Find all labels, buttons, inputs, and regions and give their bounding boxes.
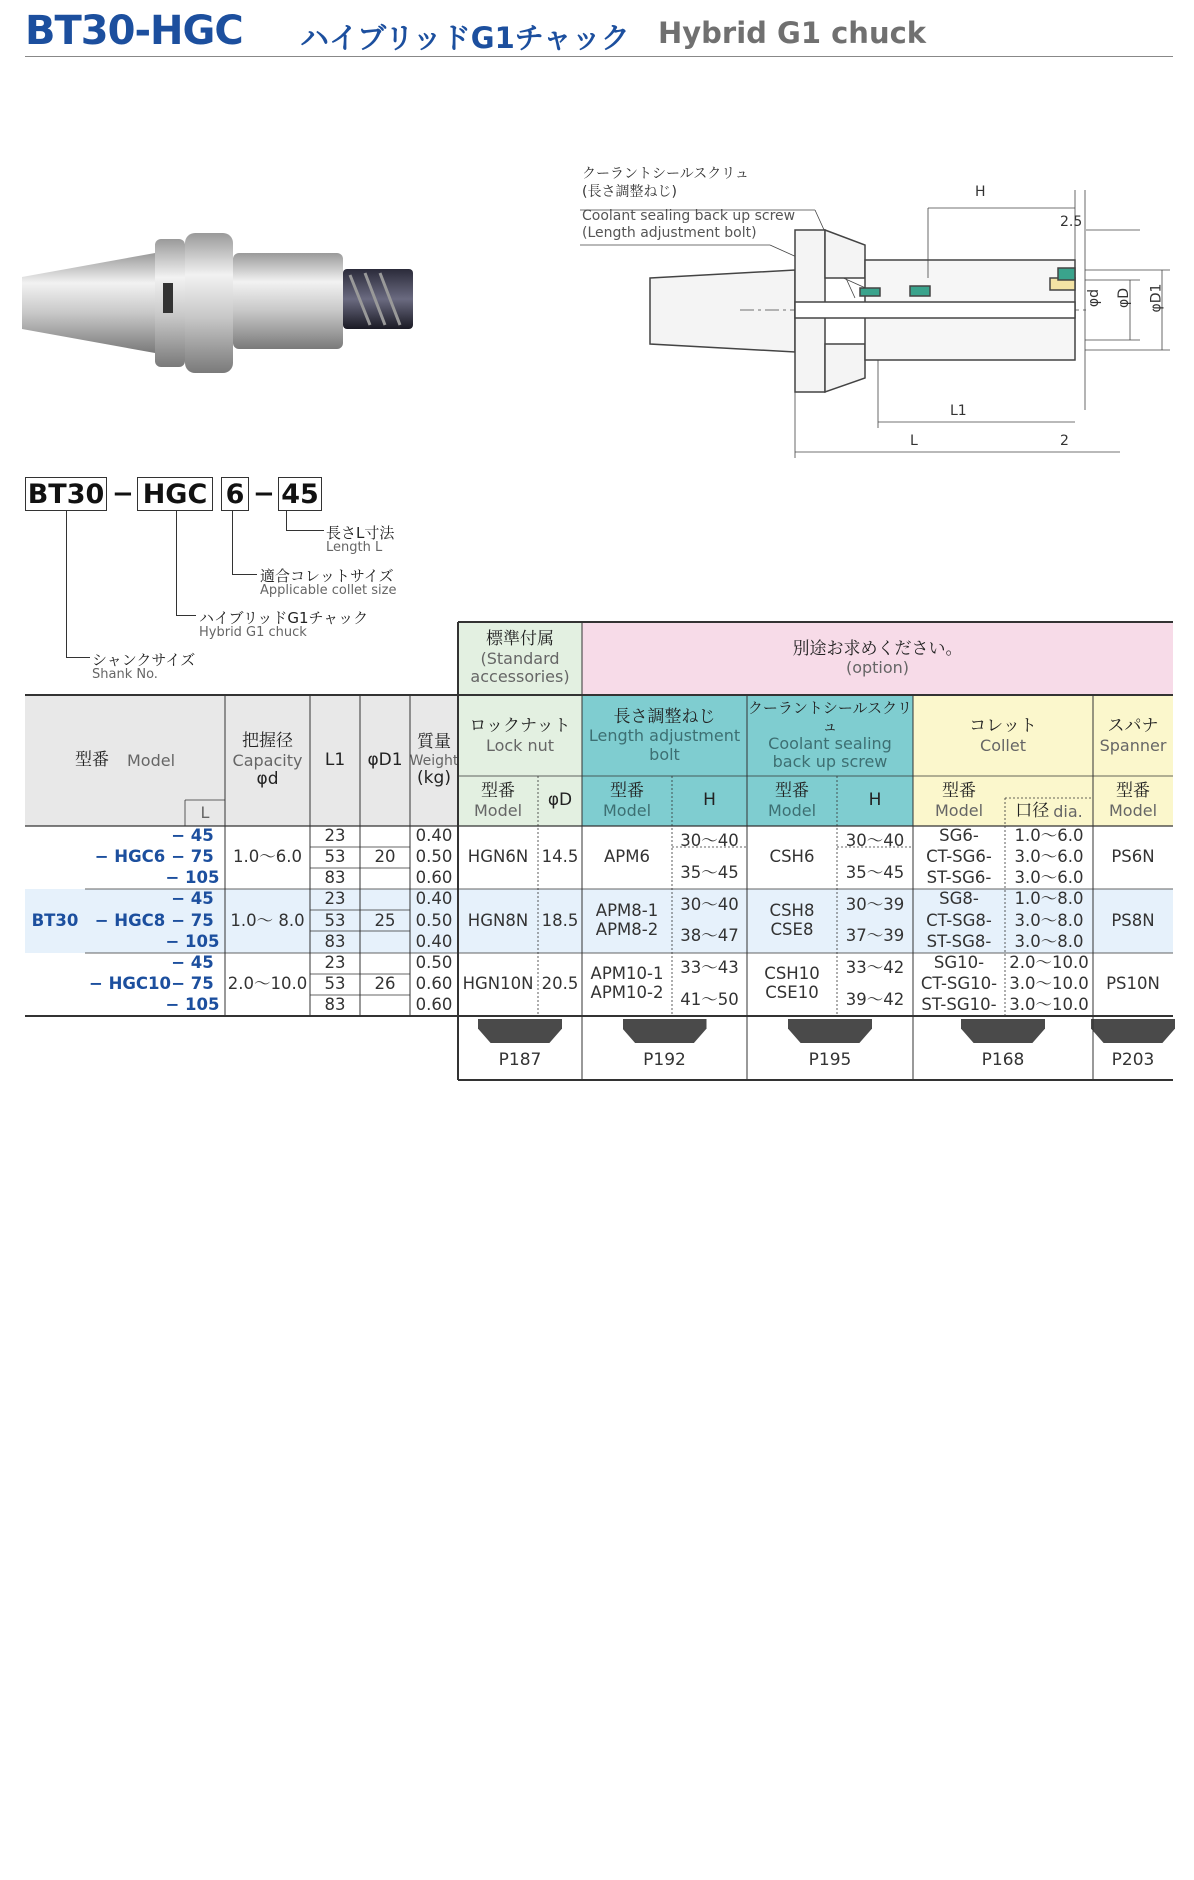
weight-cell: 0.40 [415, 931, 453, 951]
dim-L: L [910, 433, 918, 449]
lock-nut-model: HGN8N [467, 910, 529, 930]
page-ref-label: P187 [498, 1050, 542, 1070]
legend-length-en: Length L [326, 540, 383, 555]
collet-dia: 2.0〜10.0 [1009, 952, 1089, 972]
L1-cell: 23 [324, 826, 346, 846]
length-bolt-H: 33〜43 [680, 958, 739, 977]
screw-label-en2: (Length adjustment bolt) [582, 225, 757, 241]
lock-nut-header: ロックナット Lock nut [469, 716, 571, 755]
collet-dia: 3.0〜8.0 [1014, 931, 1084, 951]
lock-nut-D: 20.5 [541, 973, 579, 993]
L1-cell: 53 [324, 910, 346, 930]
L1-cell: 53 [324, 847, 346, 867]
sub-dia-collet: 口径 dia. [1015, 801, 1083, 822]
legend-shank-en: Shank No. [92, 667, 158, 682]
length-bolt-model: APM8-1 APM8-2 [595, 901, 659, 939]
title-jp: ハイブリッドG1チャック [300, 21, 630, 55]
spanner-model: PS8N [1111, 910, 1155, 930]
weight-cell: 0.50 [415, 847, 453, 867]
sub-model-cool: 型番 Model [767, 781, 817, 820]
L1-cell: 83 [324, 931, 346, 951]
dim-d: φd [1086, 288, 1103, 308]
model-cell: − HGC8 [94, 910, 166, 930]
collet-model: CT-SG6- [926, 847, 992, 867]
coolant-screw-H: 30〜40 [845, 831, 905, 851]
coolant-screw-H: 37〜39 [845, 926, 905, 946]
coolant-screw-H: 39〜42 [845, 989, 905, 1009]
capacity-cell: 1.0〜6.0 [233, 847, 302, 867]
collet-model: ST-SG6- [926, 868, 992, 888]
coolant-screw-model: CSH10 CSE10 [764, 964, 820, 1003]
sub-H-cool: H [868, 790, 882, 811]
dim-2-5: 2.5 [1060, 214, 1083, 230]
dim-D1: φD1 [1148, 283, 1165, 313]
model-header: 型番 Model [74, 750, 176, 771]
collet-dia: 3.0〜10.0 [1009, 973, 1089, 993]
weight-cell: 0.40 [415, 826, 453, 846]
length-bolt-H: 38〜47 [680, 926, 739, 946]
length-cell: − 75 [171, 973, 214, 993]
weight-cell: 0.60 [415, 868, 453, 888]
code-dash-2: − [253, 479, 275, 509]
weight-cell: 0.50 [415, 952, 453, 972]
page-title: BT30-HGC [25, 8, 243, 54]
length-cell: − 105 [165, 994, 220, 1014]
collet-dia: 3.0〜6.0 [1014, 847, 1084, 867]
screw-label-jp2: (長さ調整ねじ) [582, 184, 677, 200]
L1-cell: 83 [324, 994, 346, 1014]
spanner-model: PS10N [1106, 973, 1160, 993]
lock-nut-D: 18.5 [541, 910, 579, 930]
dim-H: H [975, 184, 986, 200]
length-cell: − 105 [165, 931, 220, 951]
coolant-screw-H: 30〜39 [845, 894, 905, 914]
legend-shank-jp: シャンクサイズ [92, 651, 196, 669]
collet-model: ST-SG10- [921, 994, 997, 1014]
coolant-screw-H: 35〜45 [845, 863, 905, 882]
length-bolt-H: 35〜45 [680, 863, 739, 882]
collet-dia: 1.0〜6.0 [1014, 826, 1084, 846]
sub-model-spanner: 型番 Model [1108, 781, 1158, 820]
shank-cell: BT30 [31, 910, 79, 930]
length-cell: − 105 [165, 868, 220, 888]
collet-dia: 3.0〜10.0 [1009, 994, 1089, 1014]
weight-header: 質量 Weight (kg) [409, 732, 459, 789]
L-subheader: L [200, 802, 210, 822]
spanner-header: スパナ Spanner [1099, 716, 1167, 755]
collet-model: ST-SG8- [926, 931, 992, 951]
code-shank: BT30 [25, 477, 107, 511]
collet-dia: 3.0〜6.0 [1014, 868, 1084, 888]
code-dash-1: − [112, 479, 134, 509]
page-ref-label: P203 [1111, 1050, 1155, 1070]
L1-cell: 83 [324, 868, 346, 888]
legend-series-jp: ハイブリッドG1チャック [199, 609, 369, 627]
collet-dia: 3.0〜8.0 [1014, 910, 1084, 930]
screw-label-jp1: クーラントシールスクリュ [582, 166, 749, 182]
weight-cell: 0.60 [415, 994, 453, 1014]
length-cell: − 75 [171, 910, 214, 930]
L1-cell: 53 [324, 973, 346, 993]
length-cell: − 75 [171, 847, 214, 867]
lock-nut-D: 14.5 [541, 847, 579, 867]
L1-cell: 23 [324, 952, 346, 972]
length-bolt-header: 長さ調整ねじ Length adjustment bolt [588, 706, 741, 764]
lock-nut-model: HGN6N [467, 847, 529, 867]
length-cell: − 45 [171, 952, 214, 972]
dim-2: 2 [1060, 433, 1069, 449]
legend-collet-en: Applicable collet size [260, 583, 397, 598]
collet-dia: 1.0〜8.0 [1014, 889, 1084, 909]
screw-label-en1: Coolant sealing back up screw [582, 208, 796, 224]
code-length: 45 [278, 477, 322, 511]
capacity-cell: 1.0〜 8.0 [230, 910, 305, 930]
coolant-screw-header: クーラントシールスクリュ Coolant sealing back up screw [747, 699, 913, 772]
code-size: 6 [221, 477, 249, 511]
weight-cell: 0.40 [415, 889, 453, 909]
dim-L1: L1 [950, 403, 967, 419]
D1-header: φD1 [367, 750, 403, 771]
sub-model-collet: 型番 Model [934, 781, 984, 820]
std-accessories-header: 標準付属 (Standard accessories) [470, 629, 570, 687]
L1-header: L1 [324, 750, 346, 771]
collet-model: SG10- [933, 952, 985, 972]
collet-model: CT-SG8- [926, 910, 992, 930]
weight-cell: 0.60 [415, 973, 453, 993]
capacity-cell: 2.0〜10.0 [227, 973, 308, 993]
lock-nut-model: HGN10N [462, 973, 534, 993]
coolant-screw-model: CSH8 CSE8 [769, 901, 815, 939]
coolant-screw-model: CSH6 [769, 847, 815, 867]
length-cell: − 45 [171, 826, 214, 846]
length-bolt-model: APM10-1 APM10-2 [590, 964, 664, 1003]
D1-cell: 26 [374, 973, 396, 993]
page-ref-label: P195 [808, 1050, 852, 1070]
code-series: HGC [137, 477, 213, 511]
dim-D: φD [1116, 287, 1133, 309]
collet-model: SG6- [939, 826, 979, 846]
D1-cell: 25 [374, 910, 396, 930]
D1-cell: 20 [374, 847, 396, 867]
legend-series-en: Hybrid G1 chuck [199, 625, 307, 640]
model-cell: − HGC6 [94, 847, 166, 867]
capacity-header: 把握径 Capacity φd [232, 731, 303, 790]
sub-H-len: H [703, 790, 716, 811]
sub-model-len: 型番 Model [602, 781, 652, 820]
length-bolt-H: 30〜40 [680, 894, 739, 914]
legend-length-jp: 長さL寸法 [326, 524, 395, 542]
collet-header: コレット Collet [969, 716, 1037, 755]
legend-collet-jp: 適合コレットサイズ [260, 567, 394, 585]
weight-cell: 0.50 [415, 910, 453, 930]
model-cell: − HGC10 [89, 973, 171, 993]
length-bolt-H: 41〜50 [680, 989, 739, 1009]
collet-model: CT-SG10- [920, 973, 998, 993]
L1-cell: 23 [324, 889, 346, 909]
length-cell: − 45 [171, 889, 214, 909]
coolant-screw-H: 33〜42 [845, 958, 905, 977]
collet-model: SG8- [939, 889, 979, 909]
length-bolt-H: 30〜40 [680, 831, 739, 851]
option-header: 別途お求めください。 (option) [792, 638, 963, 678]
page-ref-label: P192 [643, 1050, 686, 1070]
length-bolt-model: APM6 [604, 847, 650, 867]
sub-model-lock: 型番 Model [473, 781, 523, 820]
title-en: Hybrid G1 chuck [658, 16, 927, 50]
sub-D-lock: φD [547, 790, 573, 811]
page-ref-label: P168 [981, 1050, 1025, 1070]
spanner-model: PS6N [1111, 847, 1155, 867]
